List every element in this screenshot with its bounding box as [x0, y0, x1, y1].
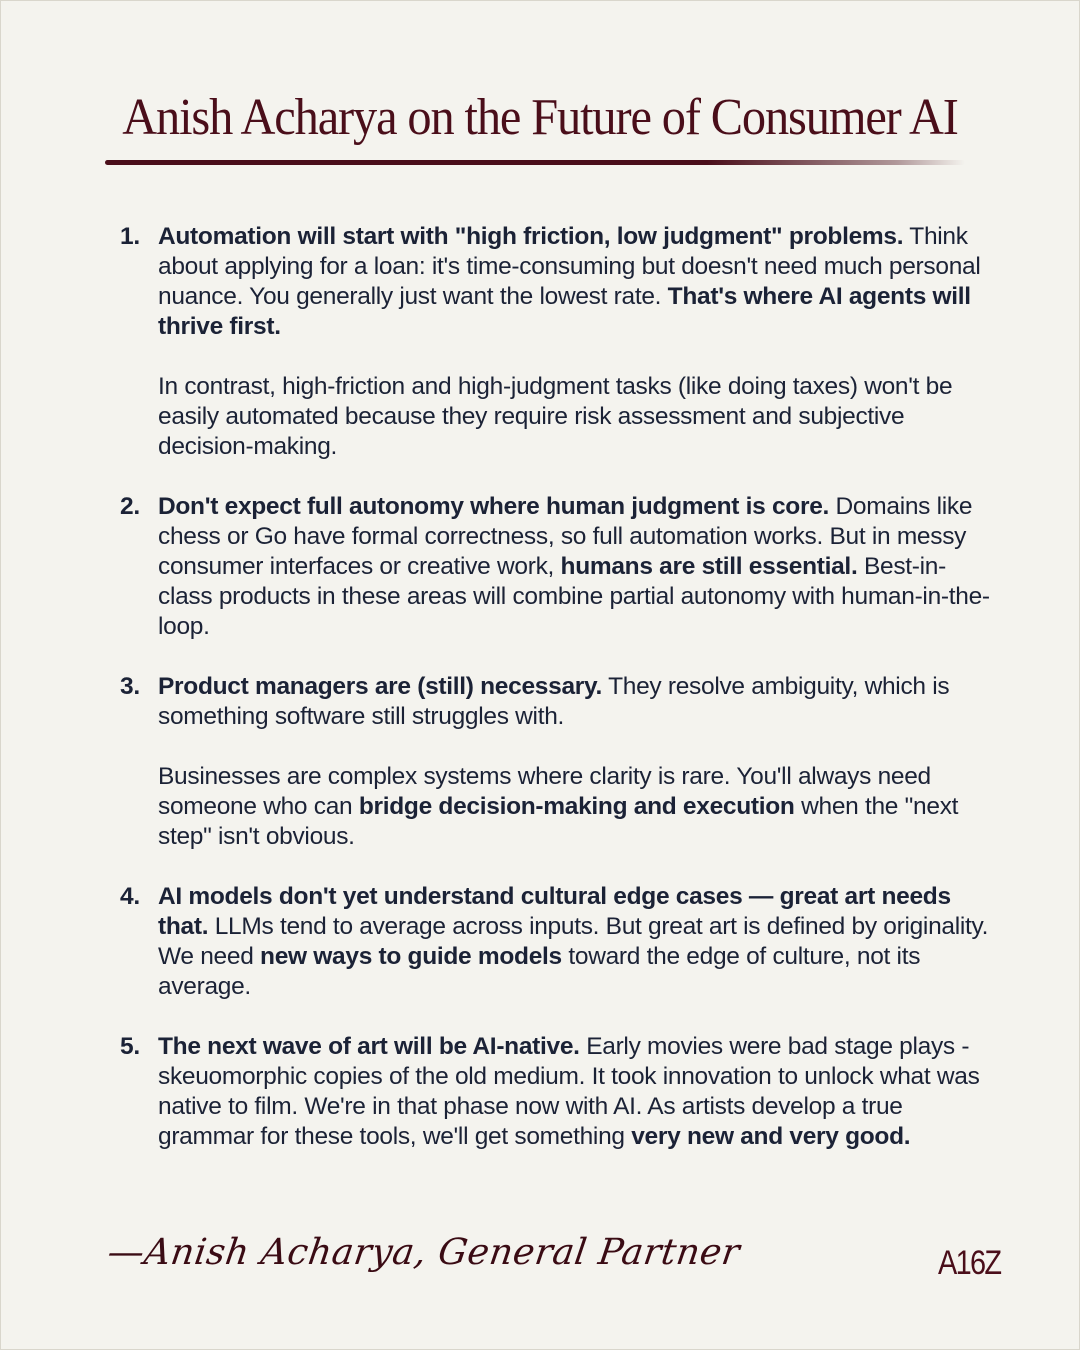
bold-text: Don't expect full autonomy where human judgment is core.	[158, 493, 830, 520]
bold-text: new ways to guide models	[260, 943, 562, 970]
item-paragraph	[158, 222, 990, 342]
item-number: 3.	[120, 673, 140, 700]
bold-text: AI models don't yet understand cultural edge cases — great art needs that.	[158, 883, 951, 940]
bold-text: Automation will start with "high friction, low judgment" problems.	[158, 223, 904, 250]
item-body	[158, 1032, 990, 1152]
signature: —Anish Acharya, General Partner	[105, 1232, 743, 1273]
body-text: Best-in-class products in these areas will combine partial autonomy with human-in-the-loop.	[158, 553, 990, 640]
item-number: 2.	[120, 493, 140, 520]
title-underline	[105, 160, 965, 165]
takeaways-list	[120, 222, 990, 1182]
body-text: LLMs tend to average across inputs. But great art is defined by originality. We need	[158, 913, 989, 970]
item-paragraph	[158, 762, 990, 852]
item-number: 5.	[120, 1033, 140, 1060]
page-title: Anish Acharya on the Future of Consumer AI	[122, 89, 958, 146]
bold-text: That's where AI agents will thrive first.	[158, 283, 971, 340]
item-body	[158, 882, 990, 1002]
item-paragraph	[158, 1032, 990, 1152]
bold-text: very new and very good.	[631, 1123, 911, 1150]
list-item	[120, 492, 990, 642]
bold-text: Product managers are (still) necessary.	[158, 673, 603, 700]
a16z-logo: A16Z	[938, 1244, 1001, 1282]
item-number: 4.	[120, 883, 140, 910]
list-item	[120, 1032, 990, 1152]
list-item	[120, 882, 990, 1002]
list-item	[120, 222, 990, 462]
body-text: Businesses are complex systems where clarity is rare. You'll always need someone who can	[158, 763, 931, 820]
body-text: In contrast, high-friction and high-judgment tasks (like doing taxes) won't be easily automated because they require risk assessment and subjective decision-making.	[158, 373, 953, 460]
item-paragraph	[158, 882, 990, 1002]
item-body	[158, 222, 990, 462]
body-text: Think about applying for a loan: it's time-consuming but doesn't need much personal nuance. You generally just want the lowest rate.	[158, 223, 981, 310]
item-number: 1.	[120, 223, 140, 250]
item-paragraph	[158, 492, 990, 642]
bold-text: The next wave of art will be AI-native.	[158, 1033, 580, 1060]
bold-text: bridge decision-making and execution	[358, 793, 795, 820]
body-text: toward the edge of culture, not its average.	[158, 943, 921, 1000]
body-text: Domains like chess or Go have formal correctness, so full automation works. But in messy consumer interfaces or creative work,	[158, 493, 973, 580]
item-paragraph	[158, 372, 990, 462]
bold-text: humans are still essential.	[560, 553, 858, 580]
body-text: when the "next step" isn't obvious.	[158, 793, 959, 850]
list-item	[120, 672, 990, 852]
item-body	[158, 672, 990, 852]
body-text: They resolve ambiguity, which is something software still struggles with.	[158, 673, 950, 730]
body-text: Early movies were bad stage plays - skeuomorphic copies of the old medium. It took innovation to unlock what was native to film. We're in that phase now with AI. As artists develop a true grammar for these tools, we'll get something	[158, 1033, 980, 1150]
item-body	[158, 492, 990, 642]
item-paragraph	[158, 672, 990, 732]
